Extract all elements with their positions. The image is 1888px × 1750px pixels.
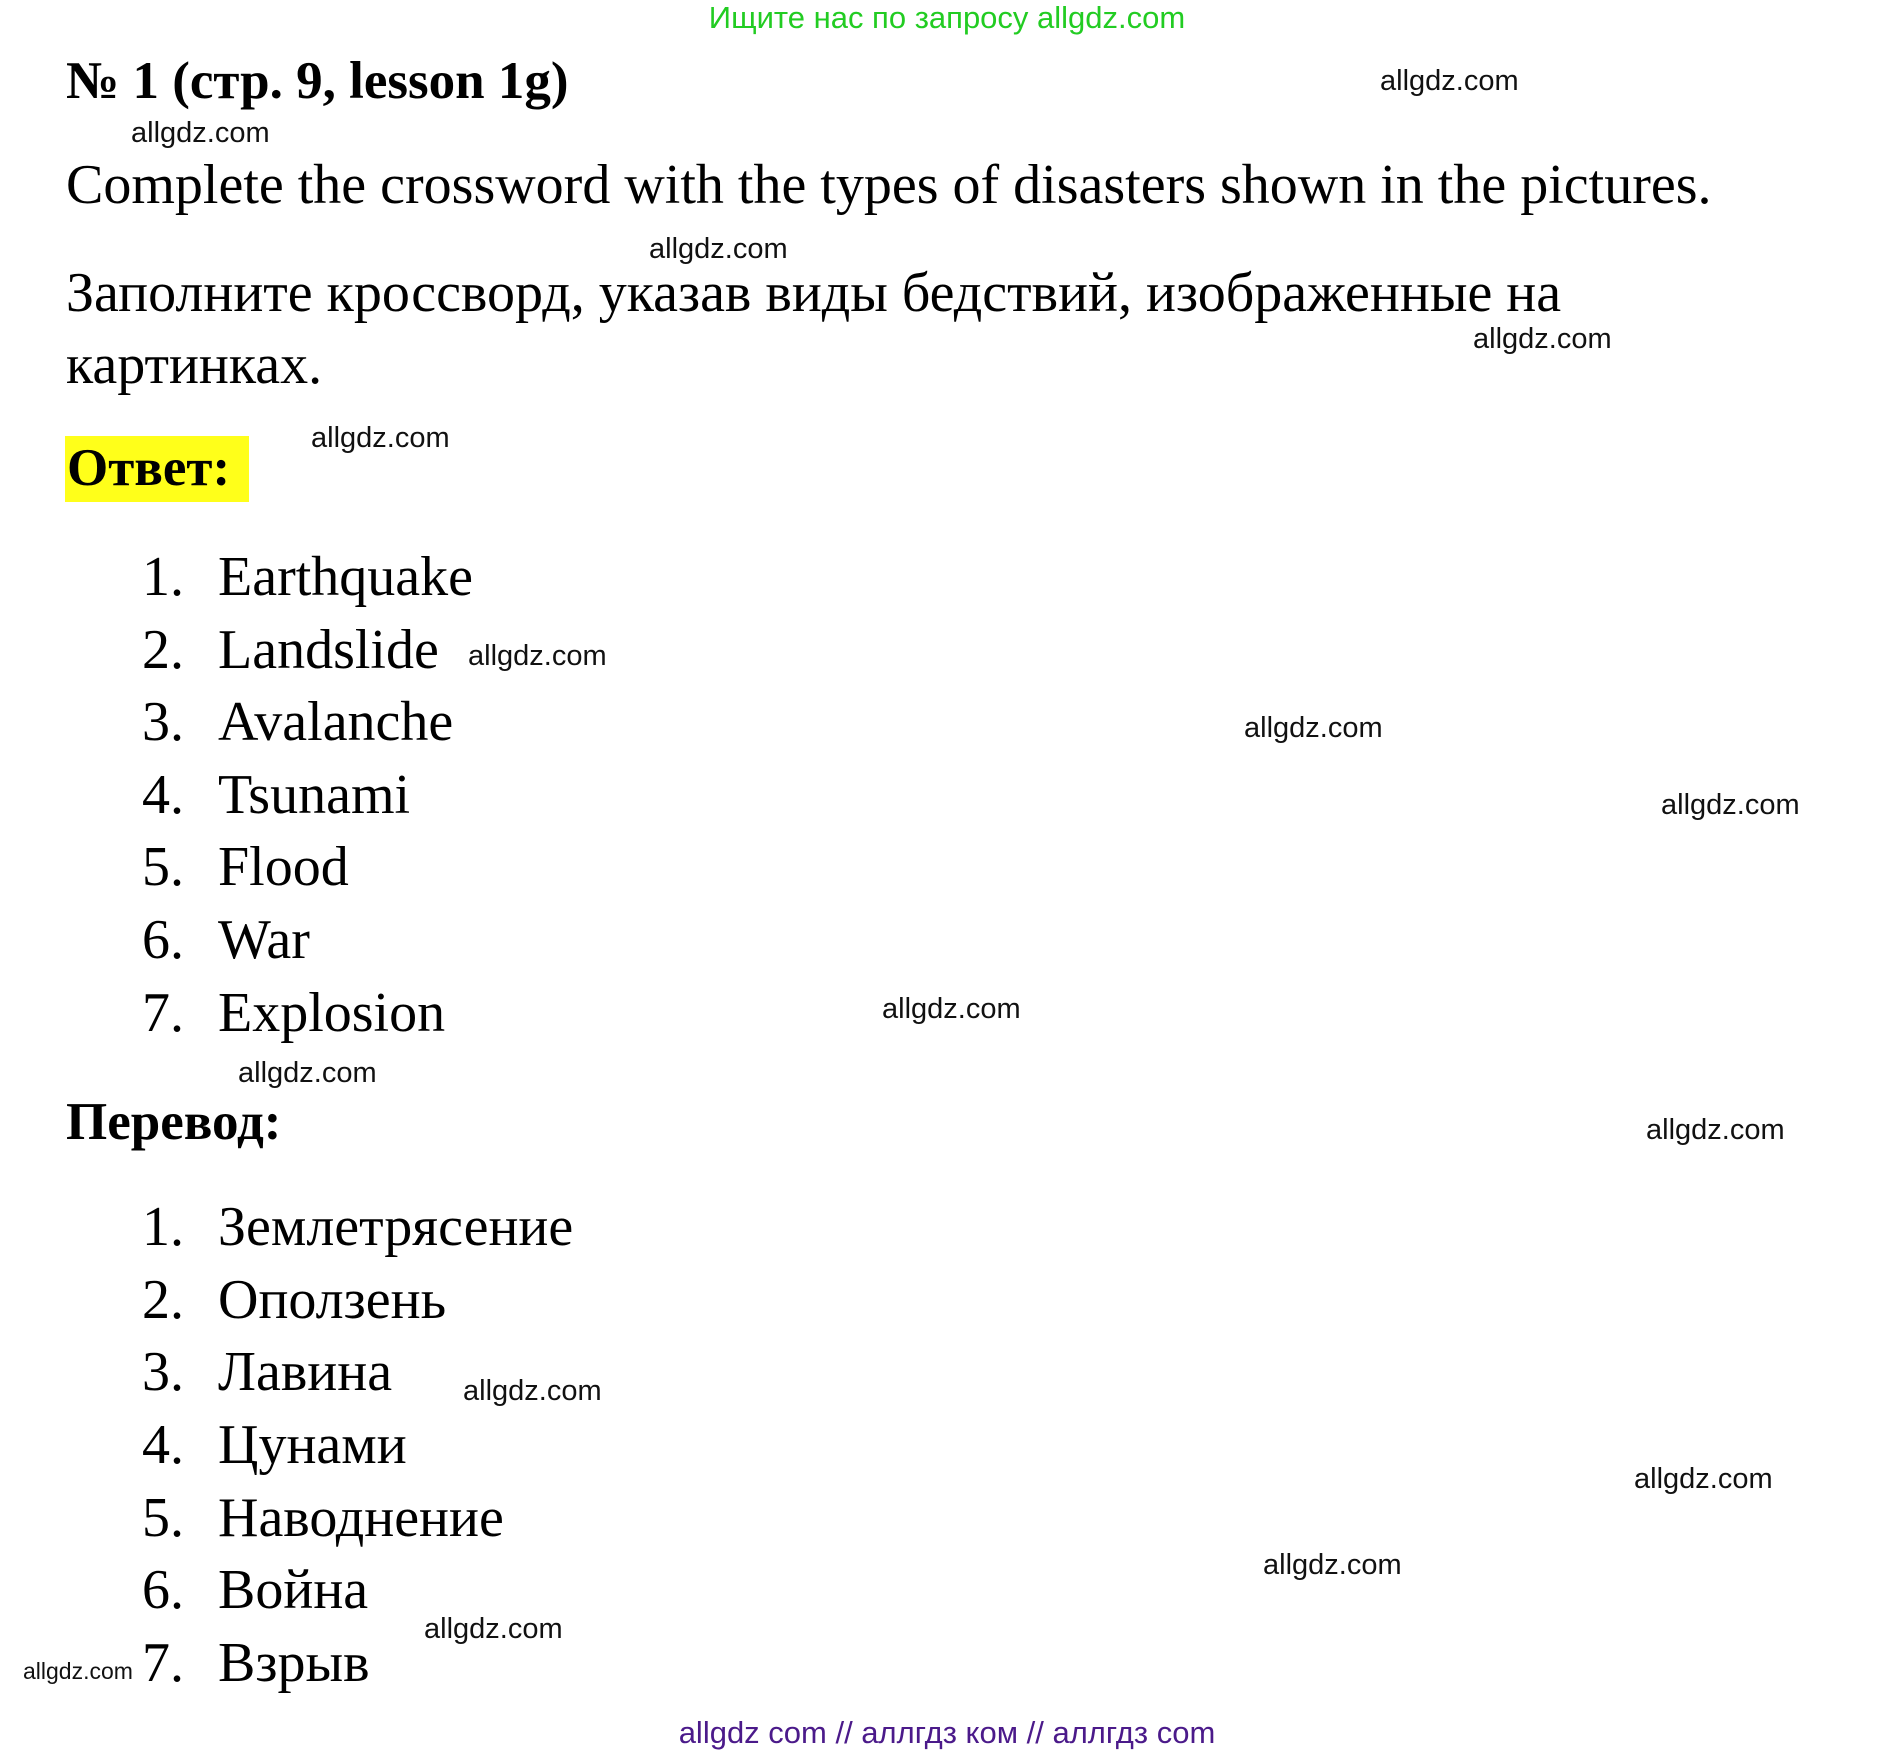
list-number: 7. (142, 982, 184, 1044)
list-number: 4. (142, 1414, 184, 1476)
list-item: Лавина (218, 1341, 393, 1403)
watermark: allgdz.com (1634, 1463, 1773, 1495)
watermark: allgdz.com (1473, 323, 1612, 355)
translation-heading: Перевод: (66, 1093, 282, 1151)
watermark: allgdz.com (1244, 712, 1383, 744)
list-item: Avalanche (218, 691, 454, 753)
instruction-russian-line2: картинках. (66, 334, 323, 396)
watermark: allgdz.com (882, 993, 1021, 1025)
list-item: Взрыв (218, 1632, 370, 1694)
list-item: Война (218, 1559, 369, 1621)
watermark: allgdz.com (463, 1375, 602, 1407)
list-item: Оползень (218, 1269, 447, 1331)
list-number: 6. (142, 1559, 184, 1621)
list-item: Цунами (218, 1414, 407, 1476)
list-item: Explosion (218, 982, 446, 1044)
watermark: allgdz.com (424, 1613, 563, 1645)
watermark: allgdz.com (238, 1057, 377, 1089)
list-number: 6. (142, 909, 184, 971)
list-item: Tsunami (218, 764, 411, 826)
list-item: Earthquake (218, 546, 473, 608)
list-number: 1. (142, 546, 184, 608)
watermark: allgdz.com (131, 117, 270, 149)
list-number: 2. (142, 1269, 184, 1331)
watermark: allgdz.com (1646, 1114, 1785, 1146)
list-number: 2. (142, 619, 184, 681)
instruction-russian-line1: Заполните кроссворд, указав виды бедствий, изображенные на (66, 262, 1562, 324)
list-item: Землетрясение (218, 1196, 574, 1258)
list-item: Landslide (218, 619, 439, 681)
list-number: 3. (142, 1341, 184, 1403)
footer-links[interactable]: allgdz com // аллгдз ком // аллгдз com (678, 1715, 1216, 1750)
list-number: 1. (142, 1196, 184, 1258)
exercise-title: № 1 (стр. 9, lesson 1g) (66, 52, 569, 110)
instruction-english: Complete the crossword with the types of disasters shown in the pictures. (66, 154, 1712, 216)
list-number: 3. (142, 691, 184, 753)
list-number: 4. (142, 764, 184, 826)
watermark: allgdz.com (311, 422, 450, 454)
watermark: allgdz.com (468, 640, 607, 672)
watermark: allgdz.com (1661, 789, 1800, 821)
answer-heading: Ответ: (65, 436, 249, 502)
list-number: 7. (142, 1632, 184, 1694)
top-banner-link[interactable]: Ищите нас по запросу allgdz.com (708, 0, 1186, 35)
watermark: allgdz.com (23, 1658, 133, 1684)
list-number: 5. (142, 1487, 184, 1549)
watermark: allgdz.com (1263, 1549, 1402, 1581)
list-item: Наводнение (218, 1487, 504, 1549)
list-item: Flood (218, 836, 349, 898)
list-number: 5. (142, 836, 184, 898)
list-item: War (218, 909, 310, 971)
watermark: allgdz.com (1380, 65, 1519, 97)
watermark: allgdz.com (649, 233, 788, 265)
